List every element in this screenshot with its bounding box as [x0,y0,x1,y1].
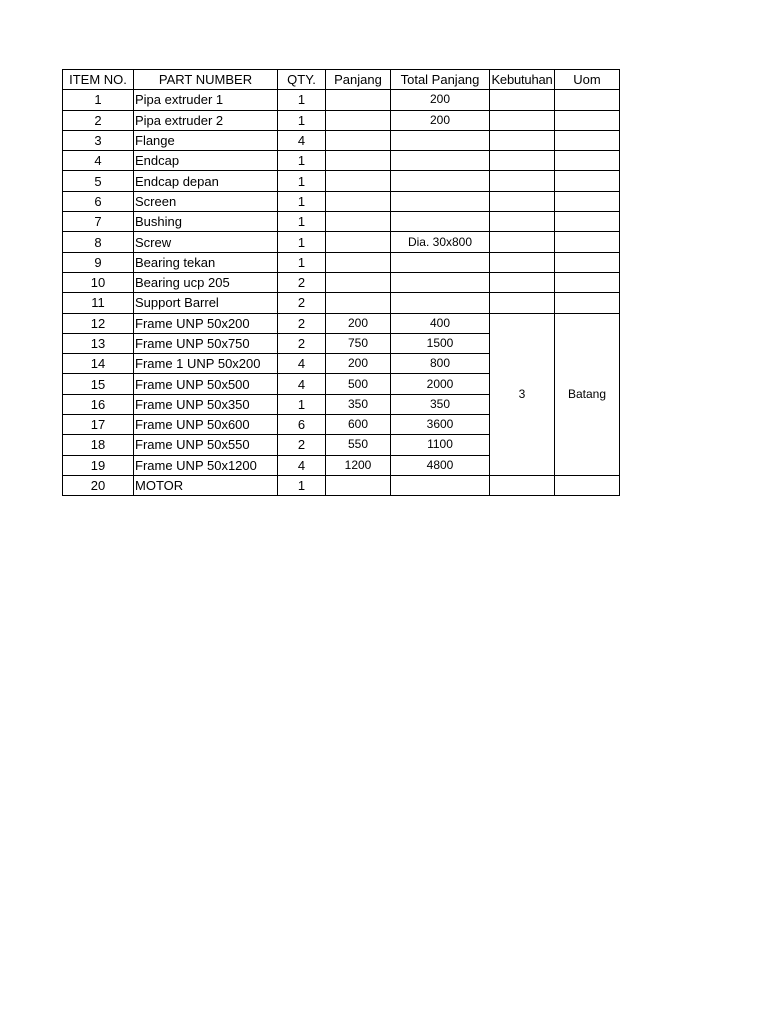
header-qty: QTY. [278,70,326,90]
panjang-cell: 200 [326,313,391,333]
total-panjang-cell: 800 [391,354,490,374]
panjang-cell [326,151,391,171]
part-number-cell: Frame UNP 50x500 [134,374,278,394]
header-total-panjang: Total Panjang [391,70,490,90]
panjang-cell [326,232,391,252]
kebutuhan-cell [490,191,555,211]
part-number-cell: Endcap [134,151,278,171]
table-row [63,313,620,333]
total-panjang-cell: 3600 [391,415,490,435]
uom-cell [555,272,620,292]
total-panjang-cell [391,130,490,150]
parts-sheet [62,69,620,496]
item-no-cell: 18 [63,435,134,455]
parts-table-body [63,90,620,496]
item-no-cell: 3 [63,130,134,150]
item-no-cell: 12 [63,313,134,333]
part-number-cell: Pipa extruder 1 [134,90,278,110]
qty-cell: 1 [278,232,326,252]
uom-cell [555,110,620,130]
kebutuhan-cell [490,90,555,110]
part-number-cell: Frame 1 UNP 50x200 [134,354,278,374]
panjang-cell [326,171,391,191]
table-row [63,90,620,110]
uom-cell [555,130,620,150]
qty-cell: 1 [278,394,326,414]
qty-cell: 2 [278,333,326,353]
panjang-cell [326,212,391,232]
parts-table [62,69,620,496]
total-panjang-cell [391,475,490,495]
header-panjang: Panjang [326,70,391,90]
qty-cell: 1 [278,151,326,171]
kebutuhan-cell [490,212,555,232]
part-number-cell: Screw [134,232,278,252]
qty-cell: 1 [278,110,326,130]
total-panjang-cell: 2000 [391,374,490,394]
item-no-cell: 17 [63,415,134,435]
total-panjang-cell: Dia. 30x800 [391,232,490,252]
panjang-cell: 200 [326,354,391,374]
total-panjang-cell [391,191,490,211]
part-number-cell: Frame UNP 50x200 [134,313,278,333]
uom-merged-cell: Batang [555,313,620,475]
table-row [63,130,620,150]
item-no-cell: 8 [63,232,134,252]
qty-cell: 4 [278,354,326,374]
panjang-cell: 500 [326,374,391,394]
kebutuhan-merged-cell: 3 [490,313,555,475]
kebutuhan-cell [490,151,555,171]
table-row [63,212,620,232]
qty-cell: 4 [278,130,326,150]
panjang-cell [326,90,391,110]
part-number-cell: Frame UNP 50x600 [134,415,278,435]
part-number-cell: MOTOR [134,475,278,495]
qty-cell: 1 [278,212,326,232]
qty-cell: 2 [278,313,326,333]
table-row [63,293,620,313]
part-number-cell: Frame UNP 50x750 [134,333,278,353]
panjang-cell: 600 [326,415,391,435]
part-number-cell: Frame UNP 50x350 [134,394,278,414]
item-no-cell: 10 [63,272,134,292]
item-no-cell: 4 [63,151,134,171]
part-number-cell: Flange [134,130,278,150]
total-panjang-cell [391,171,490,191]
kebutuhan-cell [490,272,555,292]
qty-cell: 1 [278,171,326,191]
total-panjang-cell: 350 [391,394,490,414]
uom-cell [555,232,620,252]
item-no-cell: 7 [63,212,134,232]
panjang-cell [326,191,391,211]
item-no-cell: 2 [63,110,134,130]
table-row [63,110,620,130]
qty-cell: 4 [278,455,326,475]
table-row [63,191,620,211]
table-row [63,151,620,171]
part-number-cell: Bearing tekan [134,252,278,272]
item-no-cell: 11 [63,293,134,313]
header-part-number: PART NUMBER [134,70,278,90]
item-no-cell: 9 [63,252,134,272]
part-number-cell: Bushing [134,212,278,232]
uom-cell [555,191,620,211]
uom-cell [555,252,620,272]
total-panjang-cell: 200 [391,110,490,130]
part-number-cell: Frame UNP 50x550 [134,435,278,455]
table-row [63,272,620,292]
item-no-cell: 14 [63,354,134,374]
item-no-cell: 15 [63,374,134,394]
total-panjang-cell: 1100 [391,435,490,455]
total-panjang-cell [391,252,490,272]
panjang-cell: 750 [326,333,391,353]
item-no-cell: 6 [63,191,134,211]
panjang-cell [326,110,391,130]
total-panjang-cell: 4800 [391,455,490,475]
part-number-cell: Bearing ucp 205 [134,272,278,292]
table-row [63,171,620,191]
uom-cell [555,151,620,171]
kebutuhan-cell [490,110,555,130]
qty-cell: 4 [278,374,326,394]
item-no-cell: 5 [63,171,134,191]
panjang-cell [326,252,391,272]
panjang-cell: 550 [326,435,391,455]
qty-cell: 6 [278,415,326,435]
part-number-cell: Support Barrel [134,293,278,313]
part-number-cell: Screen [134,191,278,211]
kebutuhan-cell [490,252,555,272]
qty-cell: 2 [278,435,326,455]
panjang-cell: 1200 [326,455,391,475]
panjang-cell [326,293,391,313]
qty-cell: 1 [278,191,326,211]
total-panjang-cell: 1500 [391,333,490,353]
panjang-cell [326,475,391,495]
uom-cell [555,171,620,191]
item-no-cell: 13 [63,333,134,353]
panjang-cell [326,272,391,292]
table-row [63,475,620,495]
panjang-cell: 350 [326,394,391,414]
header-row [63,70,620,90]
item-no-cell: 1 [63,90,134,110]
table-row [63,252,620,272]
item-no-cell: 16 [63,394,134,414]
total-panjang-cell [391,272,490,292]
qty-cell: 2 [278,293,326,313]
part-number-cell: Frame UNP 50x1200 [134,455,278,475]
item-no-cell: 20 [63,475,134,495]
qty-cell: 1 [278,252,326,272]
total-panjang-cell: 200 [391,90,490,110]
total-panjang-cell [391,293,490,313]
total-panjang-cell [391,151,490,171]
kebutuhan-cell [490,475,555,495]
qty-cell: 1 [278,90,326,110]
part-number-cell: Pipa extruder 2 [134,110,278,130]
item-no-cell: 19 [63,455,134,475]
uom-cell [555,293,620,313]
qty-cell: 2 [278,272,326,292]
kebutuhan-cell [490,171,555,191]
header-uom: Uom [555,70,620,90]
table-row [63,232,620,252]
total-panjang-cell: 400 [391,313,490,333]
header-kebutuhan: Kebutuhan [490,70,555,90]
kebutuhan-cell [490,232,555,252]
uom-cell [555,475,620,495]
header-item-no: ITEM NO. [63,70,134,90]
kebutuhan-cell [490,293,555,313]
part-number-cell: Endcap depan [134,171,278,191]
panjang-cell [326,130,391,150]
uom-cell [555,212,620,232]
kebutuhan-cell [490,130,555,150]
total-panjang-cell [391,212,490,232]
qty-cell: 1 [278,475,326,495]
uom-cell [555,90,620,110]
